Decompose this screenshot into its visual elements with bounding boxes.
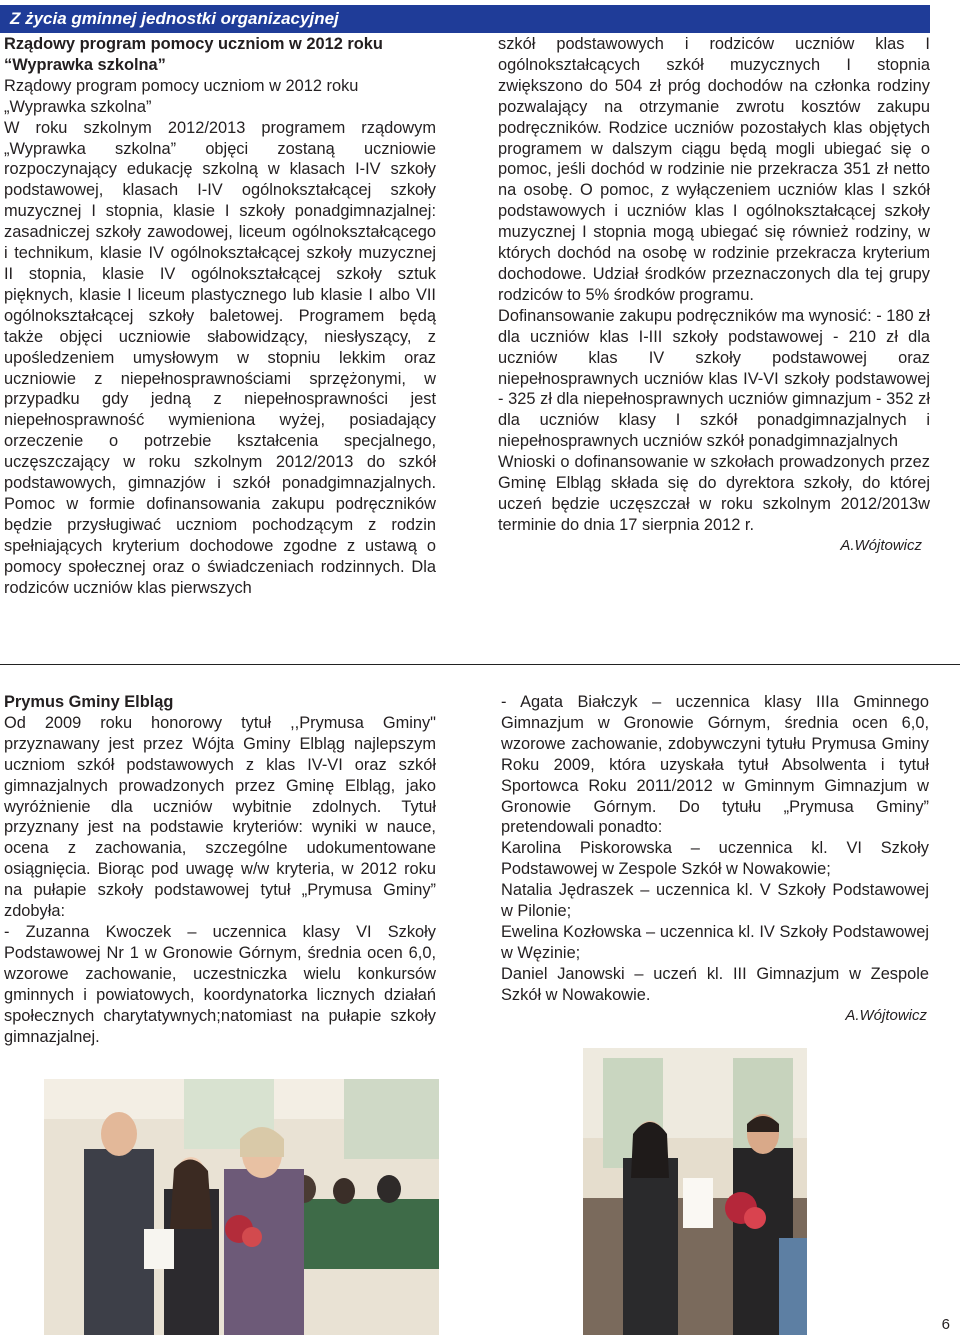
- article1-title-line2: “Wyprawka szkolna”: [4, 55, 166, 74]
- article2-body-left: Od 2009 roku honorowy tytuł ,,Prymusa Gminy" przyznawany jest przez Wójta Gminy Elbląg najlepszym uczniom szkół podstawowych z klas IV-VI oraz szkół gimnazjalnych prowadzonych przez Gminę Elbląg, jako wyróżnienie dla uczniów wybitnie zdolnych. Tytuł przyznany jest na podstawie kryteriów: wyniki w nauce, ocena z zachowania, szczególne udokumentowane osiągnięcia. Biorąc pod uwagę w/w kryteria, w 2012 roku na pułapie szkoły podstawowej tytuł „Prymusa Gminy” zdobyła:: [4, 713, 436, 921]
- article2-right-column: [501, 692, 929, 1027]
- section-divider: [0, 664, 960, 665]
- article1-body-right-p1: szkół podstawowych i rodziców uczniów klas I ogólnokształcących szkół muzycznych I stopnia zwiększono do 504 zł próg dochodów na członka rodziny pozwalający na otrzymanie zwrotu kosztów zakupu podręczników. Rodzice uczniów pozostałych klas objętych programem w dalszym ciągu będą mogli ubiegać się o pomoc, jeśli dochód w rodzinie nie przekracza 351 zł netto na osobę. O pomoc, z wyłączeniem uczniów klas I szkół podstawowych i uczniów klas I ogólnokształcącej szkoły muzycznej I stopnia mogą ubiegać się również rodziny, w których dochód na osobę w rodzinie przekracza kryterium dochodowe. Udział środków przeznaczonych dla tej grupy rodziców to 5% środków programu.: [498, 35, 930, 304]
- article1-subtitle-line1: Rządowy program pomocy uczniom w 2012 roku: [4, 76, 359, 95]
- section-header-bar: [0, 5, 930, 33]
- nominee-item: Natalia Jędraszek – uczennica kl. V Szkoły Podstawowej w Pilonie;: [501, 881, 929, 921]
- article1-signature: A.Wójtowicz: [840, 536, 922, 554]
- article1-subtitle-line2: „Wyprawka szkolna”: [4, 97, 152, 116]
- nominee-item: Daniel Janowski – uczeń kl. III Gimnazjum w Zespole Szkół w Nowakowie.: [501, 964, 929, 1004]
- nominee-item: Ewelina Kozłowska – uczennica kl. IV Szkoły Podstawowej w Węzinie;: [501, 922, 929, 962]
- article2-title: Prymus Gminy Elbląg: [4, 693, 174, 711]
- article1-title-line1: Rządowy program pomocy uczniom w 2012 roku: [4, 35, 383, 53]
- article2-left-column: [4, 692, 436, 1047]
- article2-body-left-p2: - Zuzanna Kwoczek – uczennica klasy VI Szkoły Podstawowej Nr 1 w Gronowie Górnym, średnia ocen 6,0, wzorowe zachowanie, uczestniczka wielu konkursów gminnych i powiatowych, koordynatorka licznych działań społecznych charytatywnych;natomiast na pułapie szkoły gimnazjalnej.: [4, 922, 436, 1046]
- award-ceremony-photo-1: [44, 1079, 439, 1335]
- article2-body-right-p1: - Agata Białczyk – uczennica klasy IIIa Gminnego Gimnazjum w Gronowie Górnym, średnia ocen 6,0, wzorowe zachowanie, zdobywczyni tytułu Prymusa Gminy Roku 2009, która uzyskała tytuł Absolwenta i tytuł Sportowca Roku 2011/2012 w Gminnym Gimnazjum w Gronowie Górnym. Do tytułu „Prymusa Gminy” pretendowali ponadto:: [501, 693, 929, 837]
- article1-body-left: W roku szkolnym 2012/2013 programem rządowym „Wyprawka szkolna” objęci zostaną uczniowie rozpoczynający edukację szkolną w klasach I-IV szkoły podstawowej, klasach I-IV ogólnokształcącej szkoły muzycznej I stopnia, klasie I szkoły ponadgimnazjalnej: zasadniczej szkoły zawodowej, liceum ogólnokształcącego i technikum, klasie IV ogólnokształcącej szkoły muzycznej II stopnia, klasie IV ogólnokształcącej szkoły sztuk pięknych, klasie I liceum plastycznego lub klasie I albo VII ogólnokształcącej szkoły baletowej. Programem będą także objęci uczniowie słabowidzący, niesłyszący, z upośledzeniem umysłowym w stopniu lekkim oraz uczniowie z niepełnosprawnościami sprzężonymi, w przypadku gdy jedną z niepełnosprawności jest niepełnosprawność wymieniona wyżej, posiadający orzeczenie o potrzebie kształcenia specjalnego, uczęszczający w roku szkolnym 2012/2013 do szkół podstawowych, gimnazjów i szkół ponadgimnazjalnych. Pomoc w formie dofinansowania zakupu podręczników będzie przysługiwać uczniom pochodzącym z rodzin spełniających kryterium dochodowe zgodne z ustawą o pomocy społecznej oraz o świadczeniach rodzinnych. Dla rodziców uczniów klas pierwszych: [4, 118, 436, 597]
- nominee-item: Karolina Piskorowska – uczennica kl. VI Szkoły Podstawowej w Zespole Szkół w Nowakowie;: [501, 839, 929, 879]
- article1-body-right-p3: Wnioski o dofinansowanie w szkołach prowadzonych przez Gminę Elbląg składa się do dyrektora szkoły, do której uczeń będzie uczęszczał w roku szkolnym 2012/2013w terminie do dnia 17 sierpnia 2012 r.: [498, 453, 930, 534]
- award-ceremony-photo-2: [583, 1048, 807, 1335]
- article1-left-column: [4, 34, 436, 598]
- article2-signature: A.Wójtowicz: [845, 1006, 927, 1024]
- article1-right-column: [498, 34, 930, 557]
- article1-body-right-p2: Dofinansowanie zakupu podręczników ma wynosić: - 180 zł dla uczniów klas I-III szkoły podstawowej - 210 zł dla uczniów klas IV szkoły podstawowej oraz niepełnosprawnych uczniów klas IV-VI szkoły podstawowej - 325 zł dla niepełnosprawnych uczniów gimnazjum - 352 zł dla uczniów klasy I szkół ponadgimnazjalnych i niepełnosprawnych uczniów szkół ponadgimnazjalnych: [498, 306, 930, 451]
- page-number: 6: [941, 1316, 950, 1333]
- section-title: Z życia gminnej jednostki organizacyjnej: [10, 9, 339, 28]
